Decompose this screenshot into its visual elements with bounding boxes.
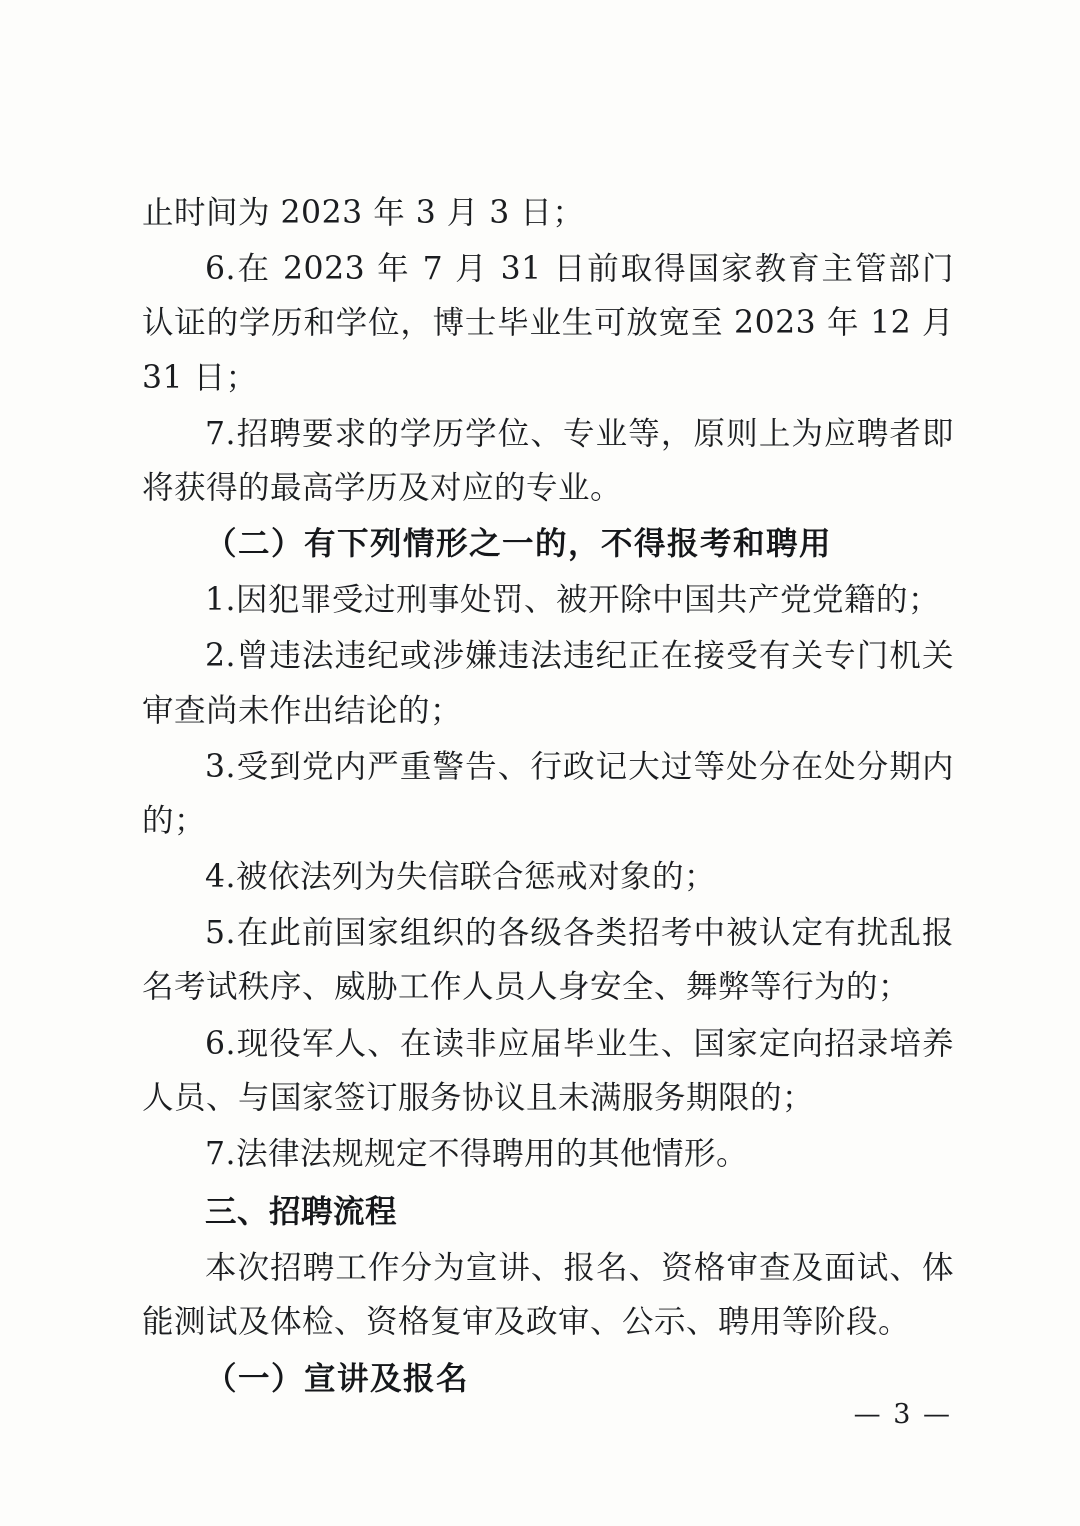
list-item-disqualification-7: 7.法律法规规定不得聘用的其他情形。 xyxy=(205,1135,749,1172)
list-item-disqualification-1: 1.因犯罪受过刑事处罚、被开除中国共产党党籍的； xyxy=(205,582,941,619)
list-item-disqualification-6: 6.现役军人、在读非应届毕业生、国家定向招录培养人员、与国家签订服务协议且未满服务期限的； xyxy=(142,1025,954,1116)
list-item-requirement-6: 6.在 2023 年 7 月 31 日前取得国家教育主管部门认证的学历和学位，博士毕业生可放宽至 2023 年 12 月 31 日； xyxy=(142,251,954,396)
paragraph-process-overview: 本次招聘工作分为宣讲、报名、资格审查及面试、体能测试及体检、资格复审及政审、公示、聘用等阶段。 xyxy=(142,1250,954,1341)
section-heading-disqualifications: （二）有下列情形之一的，不得报考和聘用 xyxy=(205,525,833,563)
paragraph-continuation: 止时间为 2023 年 3 月 3 日； xyxy=(142,195,585,231)
section-heading-presentation-and-registration: （一）宣讲及报名 xyxy=(205,1359,470,1397)
page-number: — 3 — xyxy=(853,1399,952,1430)
list-item-requirement-7: 7.招聘要求的学历学位、专业等，原则上为应聘者即将获得的最高学历及对应的专业。 xyxy=(142,415,954,506)
list-item-disqualification-4: 4.被依法列为失信联合惩戒对象的； xyxy=(205,859,717,896)
section-heading-recruitment-process: 三、招聘流程 xyxy=(205,1193,398,1231)
document-body xyxy=(142,186,954,1408)
list-item-disqualification-5: 5.在此前国家组织的各级各类招考中被认定有扰乱报名考试秩序、威胁工作人员人身安全、舞弊等行为的； xyxy=(142,915,954,1006)
list-item-disqualification-2: 2.曾违法违纪或涉嫌违法违纪正在接受有关专门机关审查尚未作出结论的； xyxy=(142,638,954,729)
list-item-disqualification-3: 3.受到党内严重警告、行政记大过等处分在处分期内的； xyxy=(142,748,954,839)
